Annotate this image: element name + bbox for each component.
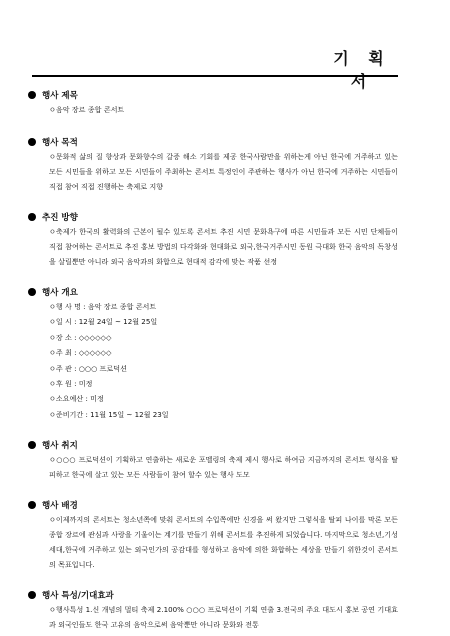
section-effects	[42, 588, 398, 632]
section-body: ㅇ축제가 한국의 활력화의 근본이 될수 있도록 콘서트 추진 시민 문화욕구에 따른 시민들과 모든 시민 단체들이 직접 참여하는 콘서트로 추진 홍보 방법의 다각화와 현대화로 외국,한국거주시민 동원 극대화 한국 음악의 독창성을 살릴뿐만 아니라 외국 음악과의 화합으로 현대적 감각에 맞는 작품 선정	[49, 227, 398, 266]
bullet-icon	[28, 441, 36, 449]
section-heading: 행사 개요	[42, 288, 78, 298]
list-item: ㅇ주 관 : ○○○ 프로덕션	[49, 363, 127, 373]
section-body: ㅇ행사특성 1.신 개념의 멀티 축제 2.100% ○○○ 프로덕션이 기획 연출 3.전국의 주요 대도시 홍보 공연 기대효과 외국인들도 한국 고유의 음악으로써 음악뿐만 아니라 문화와 전통	[49, 605, 398, 630]
bullet-icon	[28, 91, 36, 99]
bullet-icon	[28, 288, 36, 296]
section-heading: 행사 배경	[42, 501, 78, 512]
title-rule	[32, 75, 398, 77]
section-heading: 행사 특성/기대효과	[42, 591, 114, 602]
section-intent	[42, 438, 398, 482]
section-title	[42, 88, 398, 117]
bullet-icon	[28, 501, 36, 509]
title-area	[55, 0, 398, 91]
bullet-icon	[28, 213, 36, 221]
list-item: ㅇ준비기간 : 11월 15일 ~ 12월 23일	[49, 409, 169, 419]
section-purpose	[42, 135, 398, 194]
section-heading: 행사 제목	[42, 91, 78, 101]
section-heading: 행사 취지	[42, 441, 78, 452]
document-title: 기 획 서	[333, 49, 391, 91]
list-item: ㅇ후 원 : 미정	[49, 379, 93, 389]
overview-list	[49, 299, 398, 422]
section-body: ㅇ문화적 삶의 질 향상과 문화향수의 갈증 해소 기회를 제공 한국사람만을 위하는게 아닌 한국에 거주하고 있는 모든 시민들을 위하고 모든 시민들이 주최하는 콘서트 특정인이 주관하는 행사가 아닌 한국에 거주하는 시민들이 직접 참여 직접 진행하는 축제로 지향	[49, 152, 398, 191]
section-body: ㅇ이제까지의 콘서트는 청소년쪽에 맞춰 콘서트의 수입쪽에만 신경을 써 왔지만 그렇식을 탈피 나이를 막론 모든 종합 장르에 관심과 사랑을 기울이는 계기를 만들기 위해 콘서트를 추진하게 되었습니다. 마지막으로 청소년,기성세대,한국에 거주하고 있는 외국인가의 공감대를 형성하고 음악에 의한 화합하는 세상을 만들기 위한것이 콘서트의 목표입니다.	[49, 515, 398, 570]
section-direction	[42, 210, 398, 269]
list-item: ㅇ소요예산 : 미정	[49, 394, 104, 404]
list-item: ㅇ일 시 : 12월 24일 ~ 12월 25일	[49, 317, 158, 327]
bullet-icon	[28, 591, 36, 599]
list-item: ㅇ행 사 명 : 음악 장르 종합 콘서트	[49, 302, 157, 311]
section-body: ㅇ○○○ 프로덕션이 기획하고 연출하는 새로운 포멜링의 축제 제시 행사로 하여금 지금까지의 콘서트 형식을 탈피하고 한국에 살고 있는 모든 사람들이 참여 할수 있는 행사 도모	[49, 455, 398, 480]
section-body: ㅇ음악 장르 종합 콘서트	[49, 105, 125, 114]
bullet-icon	[28, 138, 36, 146]
section-background	[42, 498, 398, 572]
list-item: ㅇ주 최 : ◇◇◇◇◇◇	[49, 348, 112, 358]
section-heading: 행사 목적	[42, 138, 78, 148]
list-item: ㅇ장 소 : ◇◇◇◇◇◇	[49, 332, 112, 342]
section-overview	[42, 285, 398, 422]
section-heading: 추진 방향	[42, 213, 78, 223]
